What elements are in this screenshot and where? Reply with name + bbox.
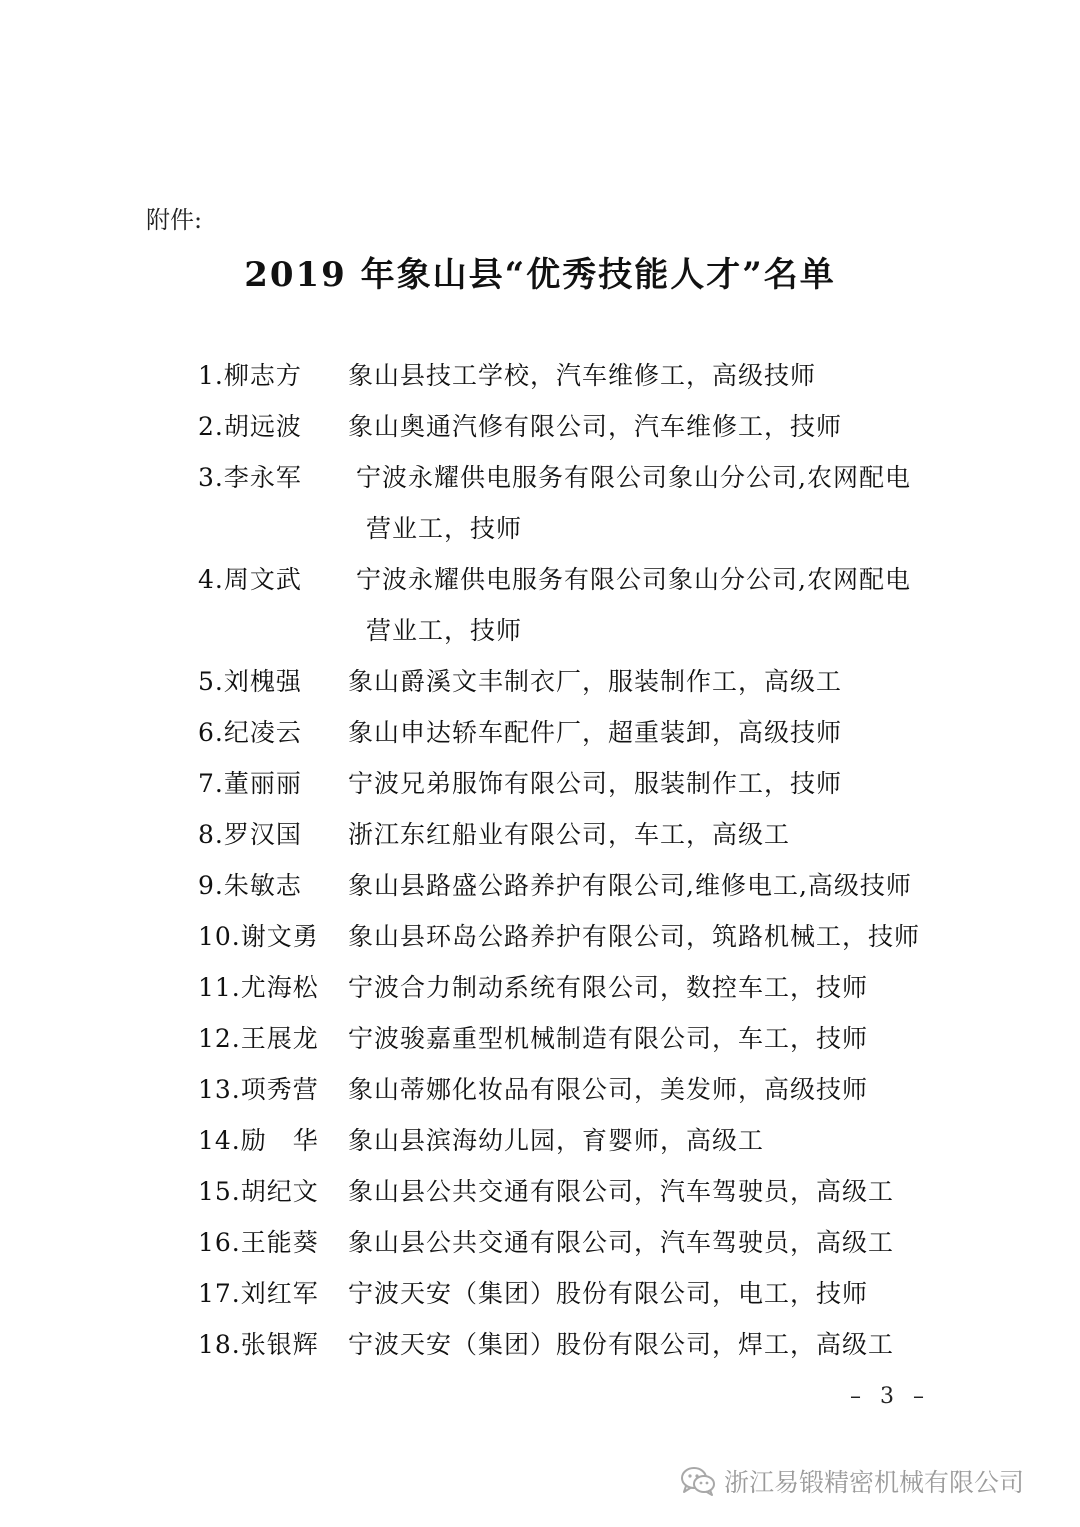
description-line-2: 营业工，技师 bbox=[366, 616, 523, 645]
person-description: 象山县环岛公路养护有限公司，筑路机械工，技师 bbox=[348, 922, 921, 951]
list-item bbox=[198, 1268, 958, 1319]
person-name: 9.朱敏志 bbox=[198, 871, 302, 900]
list-item bbox=[198, 1115, 958, 1166]
list-item bbox=[198, 1013, 958, 1064]
person-description: 宁波兄弟服饰有限公司，服装制作工，技师 bbox=[348, 769, 843, 798]
person-description: 宁波天安（集团）股份有限公司，焊工，高级工 bbox=[348, 1330, 895, 1359]
person-description: 象山申达轿车配件厂，超重装卸，高级技师 bbox=[348, 718, 843, 747]
person-name: 15.胡纪文 bbox=[198, 1177, 319, 1206]
page-number: – 3 – bbox=[850, 1384, 930, 1409]
person-name: 6.纪凌云 bbox=[198, 718, 302, 747]
document-title: 2019 年象山县“优秀技能人才”名单 bbox=[244, 255, 836, 295]
person-description: 宁波骏嘉重型机械制造有限公司，车工，技师 bbox=[348, 1024, 869, 1053]
person-name: 10.谢文勇 bbox=[198, 922, 319, 951]
person-description: 象山爵溪文丰制衣厂，服装制作工，高级工 bbox=[348, 667, 843, 696]
person-description: 象山县技工学校，汽车维修工，高级技师 bbox=[348, 361, 817, 390]
person-name: 7.董丽丽 bbox=[198, 769, 302, 798]
person-name: 11.尤海松 bbox=[198, 973, 319, 1002]
person-description: 象山奥通汽修有限公司，汽车维修工，技师 bbox=[348, 412, 843, 441]
person-name: 14.励 华 bbox=[198, 1126, 319, 1155]
description-line-1: 宁波永耀供电服务有限公司象山分公司,农网配电 bbox=[356, 463, 911, 492]
person-name: 13.项秀营 bbox=[198, 1075, 319, 1104]
person-description: 宁波天安（集团）股份有限公司，电工，技师 bbox=[348, 1279, 869, 1308]
person-description: 象山蒂娜化妆品有限公司，美发师，高级技师 bbox=[348, 1075, 869, 1104]
list-item bbox=[198, 452, 958, 554]
annex-label: 附件: bbox=[146, 206, 203, 234]
person-description bbox=[348, 554, 958, 656]
list-item bbox=[198, 707, 958, 758]
list-item bbox=[198, 401, 958, 452]
wechat-icon bbox=[680, 1466, 716, 1496]
list-item bbox=[198, 1217, 958, 1268]
list-item bbox=[198, 809, 958, 860]
list-item bbox=[198, 860, 958, 911]
person-name: 4.周文武 bbox=[198, 565, 302, 594]
description-line-1: 宁波永耀供电服务有限公司象山分公司,农网配电 bbox=[356, 565, 911, 594]
person-name: 8.罗汉国 bbox=[198, 820, 302, 849]
person-description: 宁波合力制动系统有限公司，数控车工，技师 bbox=[348, 973, 869, 1002]
person-description: 象山县路盛公路养护有限公司,维修电工,高级技师 bbox=[348, 871, 912, 900]
list-item bbox=[198, 656, 958, 707]
person-name: 3.李永军 bbox=[198, 463, 302, 492]
person-description: 象山县滨海幼儿园，育婴师，高级工 bbox=[348, 1126, 765, 1155]
person-name: 16.王能葵 bbox=[198, 1228, 319, 1257]
description-line-2: 营业工，技师 bbox=[366, 514, 523, 543]
watermark-text: 浙江易锻精密机械有限公司 bbox=[724, 1469, 1025, 1497]
list-item bbox=[198, 1319, 958, 1370]
list-item bbox=[198, 1166, 958, 1217]
list-item bbox=[198, 758, 958, 809]
list-item bbox=[198, 350, 958, 401]
person-name: 18.张银辉 bbox=[198, 1330, 319, 1359]
person-name: 5.刘槐强 bbox=[198, 667, 302, 696]
person-description: 象山县公共交通有限公司，汽车驾驶员，高级工 bbox=[348, 1228, 895, 1257]
person-description bbox=[348, 452, 958, 554]
person-name: 1.柳志方 bbox=[198, 361, 302, 390]
person-name: 12.王展龙 bbox=[198, 1024, 319, 1053]
person-name: 2.胡远波 bbox=[198, 412, 302, 441]
person-description: 象山县公共交通有限公司，汽车驾驶员，高级工 bbox=[348, 1177, 895, 1206]
name-list bbox=[198, 350, 958, 1370]
watermark bbox=[680, 1463, 1024, 1499]
list-item bbox=[198, 554, 958, 656]
list-item bbox=[198, 962, 958, 1013]
person-description: 浙江东红船业有限公司，车工，高级工 bbox=[348, 820, 791, 849]
list-item bbox=[198, 1064, 958, 1115]
list-item bbox=[198, 911, 958, 962]
person-name: 17.刘红军 bbox=[198, 1279, 319, 1308]
